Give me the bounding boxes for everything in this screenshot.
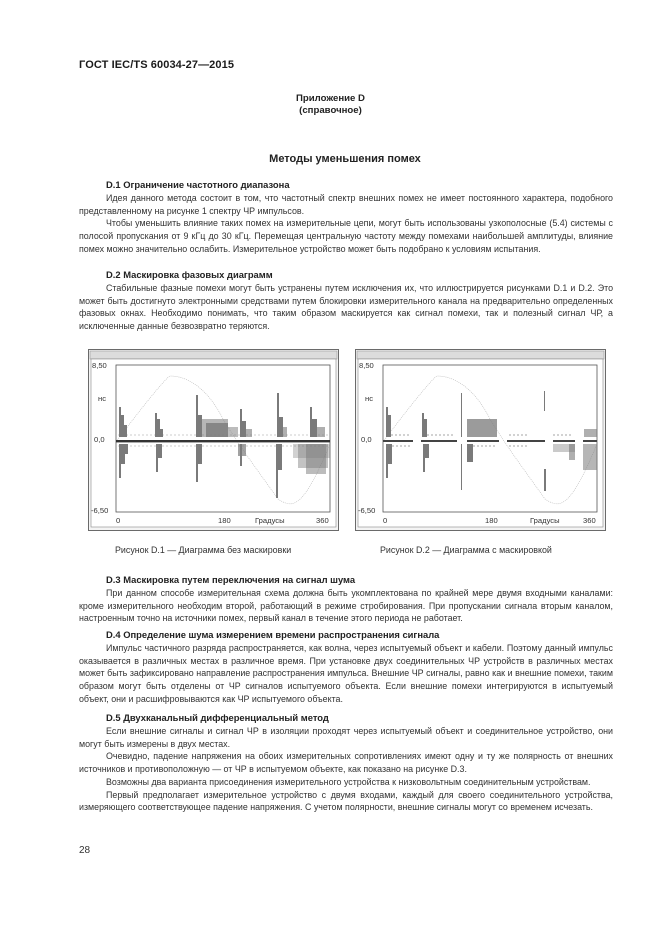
section-heading-d2: D.2 Маскировка фазовых диаграмм — [106, 269, 273, 280]
y-unit-label: нс — [98, 394, 106, 403]
page-number: 28 — [79, 845, 91, 856]
paragraph: Стабильные фазные помехи могут быть устранены путем исключения их, что иллюстрируется рисунками D.1 и D.2. Это может быть достигнуто электронными средствами путем блокировки измерительного канала на предварительно определенных фазовых окнах. Необходимо понимать, что таким образом маскируется как сигнал помехи, так и полезный сигнал ЧР, а исключенные данные безвозвратно теряются. — [79, 283, 613, 332]
x-tick-360: 360 — [316, 516, 329, 525]
x-tick-180: 180 — [218, 516, 231, 525]
paragraph: Импульс частичного разряда распространяется, как волна, через испытуемый объект и кабели. Поэтому данный импульс оказывается в различных местах в различное время. При установке двух соединительных ЧР устройств в различных местах может быть зафиксировано направление распространения импульса. Внешние ЧР сигналы, равно как и внешние помехи, таким образом могут быть отделены от ЧР сигналов испытуемого объекта. Если внешние помехи интегрируются в испытуемый объект, они и расшифровываются как ЧР испытуемого объекта. — [79, 643, 613, 704]
paragraph: Первый предполагает измерительное устройство с двумя входами, каждый для своего соединительного устройства, измеряющего соответствующее падение напряжения. С учетом полярности, внешние сигналы могут со временем исчезать. — [79, 789, 613, 813]
annex-title: Приложение D — [296, 93, 365, 104]
section-heading-d4: D.4 Определение шума измерением времени распространения сигнала — [106, 629, 440, 640]
phase-diagram-masked — [355, 349, 606, 531]
x-tick-180: 180 — [485, 516, 498, 525]
figure-d1-chart — [88, 349, 339, 531]
figure-d1-caption: Рисунок D.1 — Диаграмма без маскировки — [115, 545, 292, 555]
figure-d2-chart — [355, 349, 606, 531]
main-title: Методы уменьшения помех — [269, 153, 421, 165]
y-min-label: -6,50 — [91, 506, 109, 515]
paragraph: Если внешние сигналы и сигнал ЧР в изоляции проходят через испытуемый объект и соединительное устройство, они могут быть измерены в двух местах. — [79, 726, 613, 749]
x-axis-label: Градусы — [530, 516, 560, 525]
section-heading-d3: D.3 Маскировка путем переключения на сигнал шума — [106, 574, 356, 585]
y-min-label: -6,50 — [358, 506, 376, 515]
y-zero-label: 0,0 — [361, 435, 372, 444]
section-body-d2 — [79, 282, 613, 333]
y-max-label: 8,50 — [359, 361, 374, 370]
section-heading-d5: D.5 Двухканальный дифференциальный метод — [106, 712, 329, 723]
phase-diagram-unmasked — [88, 349, 339, 531]
section-body-d3 — [79, 587, 613, 625]
y-unit-label: нс — [365, 394, 373, 403]
x-axis-label: Градусы — [255, 516, 285, 525]
section-body-d1 — [79, 192, 613, 256]
x-tick-0: 0 — [383, 516, 388, 525]
figure-d2-caption: Рисунок D.2 — Диаграмма с маскировкой — [380, 545, 552, 555]
paragraph: Чтобы уменьшить влияние таких помех на измерительные цепи, могут быть использованы узкополосные (5.4) системы с полосой пропускания от 9 кГц до 30 кГц. Перемещая центральную частоту между помехами наибольшей амплитуды, влияние помех можно значительно ослабить. Измерительное устройство может быть подобрано к условиям испытания. — [79, 218, 613, 254]
paragraph: Очевидно, падение напряжения на обоих измерительных сопротивлениях имеют одну и ту же полярность от внешних источников и противоположную — от ЧР в испытуемом объекте, как показано на рисунке D.3. — [79, 751, 613, 775]
y-max-label: 8,50 — [92, 361, 107, 370]
document-header: ГОСТ IEC/TS 60034-27—2015 — [79, 59, 235, 71]
paragraph: Возможны два варианта присоединения измерительного устройства к низковольтным соединительным устройствам. — [106, 776, 591, 787]
section-body-d5 — [79, 725, 613, 814]
paragraph: При данном способе измерительная схема должна быть укомплектована по крайней мере двумя входными каналами: кроме измерительного необходим второй, работающий в режиме стробирования. При пропускании сигнала вторым каналом, настроенным точно на источники помех, первый канал в течение этого периода не работает. — [79, 588, 613, 624]
paragraph: Идея данного метода состоит в том, что частотный спектр внешних помех не имеет постоянного характера, подобного представленному на рисунке 1 спектру ЧР импульсов. — [79, 193, 613, 216]
section-body-d4 — [79, 642, 613, 706]
section-heading-d1: D.1 Ограничение частотного диапазона — [106, 179, 290, 190]
x-tick-0: 0 — [116, 516, 121, 525]
y-zero-label: 0,0 — [94, 435, 105, 444]
x-tick-360: 360 — [583, 516, 596, 525]
annex-subtitle: (справочное) — [299, 105, 362, 116]
